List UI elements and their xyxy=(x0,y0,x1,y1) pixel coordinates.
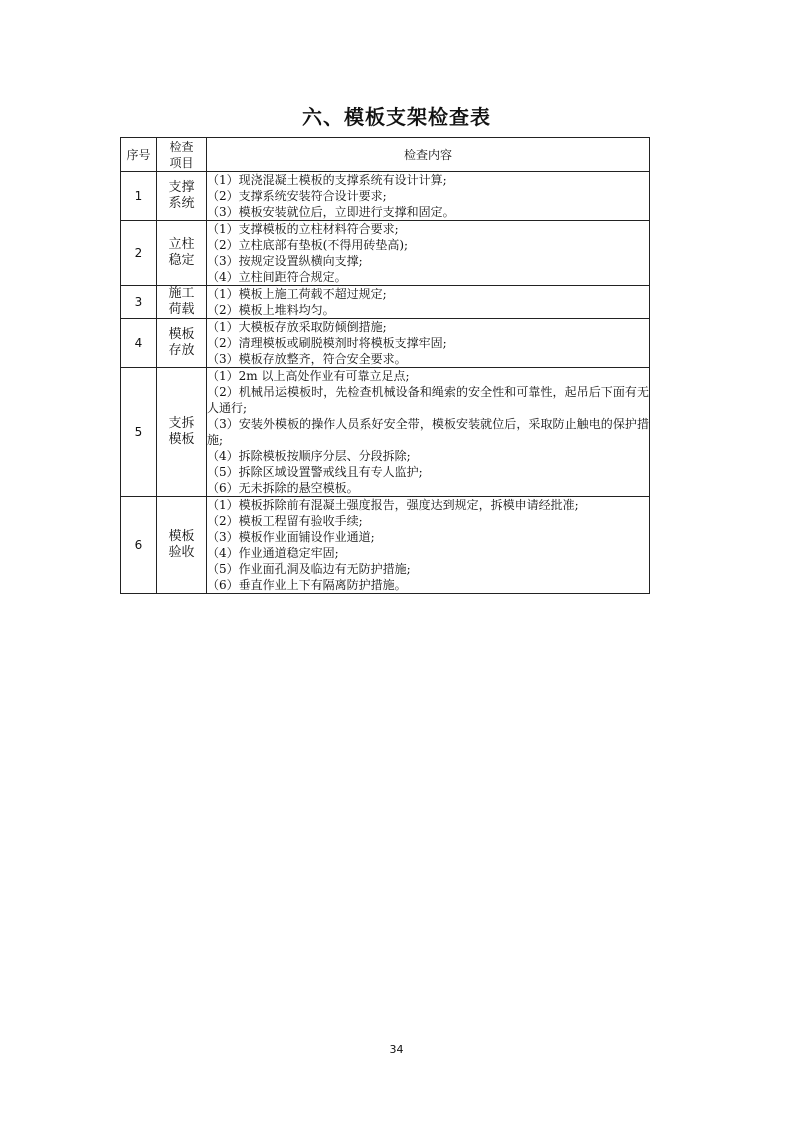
table-row xyxy=(121,172,650,221)
content-line: （1）现浇混凝土模板的支撑系统有设计计算; xyxy=(207,173,447,187)
row-item-line2: 系统 xyxy=(168,196,195,211)
row-item-line2: 荷载 xyxy=(168,302,195,317)
header-item xyxy=(157,138,207,172)
row-item-line2: 验收 xyxy=(168,545,195,560)
row-content xyxy=(207,319,650,368)
row-item-line1: 模板 xyxy=(168,327,195,342)
content-line: （4）拆除模板按顺序分层、分段拆除; xyxy=(207,449,411,463)
row-item-line1: 支拆 xyxy=(168,416,195,431)
row-content xyxy=(207,221,650,286)
page-title: 六、模板支架检查表 xyxy=(302,105,491,129)
row-item xyxy=(157,172,207,221)
content-line: （3）模板存放整齐，符合安全要求。 xyxy=(207,352,407,366)
content-line: （2）机械吊运模板时，先检查机械设备和绳索的安全性和可靠性，起吊后下面有无人通行; xyxy=(207,385,649,415)
content-line: （3）模板作业面铺设作业通道; xyxy=(207,530,375,544)
content-line: （1）2m 以上高处作业有可靠立足点; xyxy=(207,369,410,383)
table-row xyxy=(121,221,650,286)
row-item xyxy=(157,286,207,319)
content-line: （4）立柱间距符合规定。 xyxy=(207,270,347,284)
content-line: （1）模板上施工荷载不超过规定; xyxy=(207,287,387,301)
row-item xyxy=(157,368,207,497)
content-line: （3）按规定设置纵横向支撑; xyxy=(207,254,363,268)
content-line: （3）安装外模板的操作人员系好安全带，模板安装就位后，采取防止触电的保护措施; xyxy=(207,417,649,447)
header-item-line2: 项目 xyxy=(169,155,194,170)
header-no: 序号 xyxy=(121,138,157,172)
content-line: （2）支撑系统安装符合设计要求; xyxy=(207,189,387,203)
content-line: （5）拆除区域设置警戒线且有专人监护; xyxy=(207,465,423,479)
content-line: （1）大模板存放采取防倾倒措施; xyxy=(207,320,387,334)
content-line: （3）模板安装就位后，立即进行支撑和固定。 xyxy=(207,205,455,219)
content-line: （6）无未拆除的悬空模板。 xyxy=(207,481,359,495)
row-number: 4 xyxy=(121,319,157,368)
content-line: （4）作业通道稳定牢固; xyxy=(207,546,339,560)
row-item xyxy=(157,221,207,286)
row-number: 6 xyxy=(121,497,157,594)
row-content xyxy=(207,286,650,319)
table-header-row xyxy=(121,138,650,172)
row-item xyxy=(157,497,207,594)
row-item xyxy=(157,319,207,368)
row-item-line1: 施工 xyxy=(168,286,195,301)
header-item-line1: 检查 xyxy=(169,139,194,154)
row-item-line2: 模板 xyxy=(168,432,195,447)
table-row xyxy=(121,286,650,319)
row-number: 5 xyxy=(121,368,157,497)
content-line: （2）清理模板或刷脱模剂时将模板支撑牢固; xyxy=(207,336,447,350)
content-line: （6）垂直作业上下有隔离防护措施。 xyxy=(207,578,407,592)
row-content xyxy=(207,368,650,497)
row-content xyxy=(207,497,650,594)
content-line: （1）模板拆除前有混凝土强度报告，强度达到规定，拆模申请经批准; xyxy=(207,498,579,512)
table-row xyxy=(121,319,650,368)
row-item-line2: 存放 xyxy=(168,343,195,358)
row-item-line1: 支撑 xyxy=(168,180,195,195)
content-line: （5）作业面孔洞及临边有无防护措施; xyxy=(207,562,411,576)
content-line: （2）模板工程留有验收手续; xyxy=(207,514,363,528)
table-body xyxy=(121,172,650,594)
row-item-line1: 模板 xyxy=(168,529,195,544)
page-number: 34 xyxy=(389,1043,404,1056)
content-line: （1）支撑模板的立柱材料符合要求; xyxy=(207,222,399,236)
table-row xyxy=(121,497,650,594)
row-number: 1 xyxy=(121,172,157,221)
row-item-line2: 稳定 xyxy=(168,253,195,268)
content-line: （2）模板上堆料均匀。 xyxy=(207,303,335,317)
row-number: 3 xyxy=(121,286,157,319)
row-content xyxy=(207,172,650,221)
content-line: （2）立柱底部有垫板(不得用砖垫高); xyxy=(207,238,409,252)
row-number: 2 xyxy=(121,221,157,286)
row-item-line1: 立柱 xyxy=(168,237,195,252)
header-content: 检查内容 xyxy=(207,138,650,172)
inspection-table xyxy=(120,137,650,594)
table-row xyxy=(121,368,650,497)
